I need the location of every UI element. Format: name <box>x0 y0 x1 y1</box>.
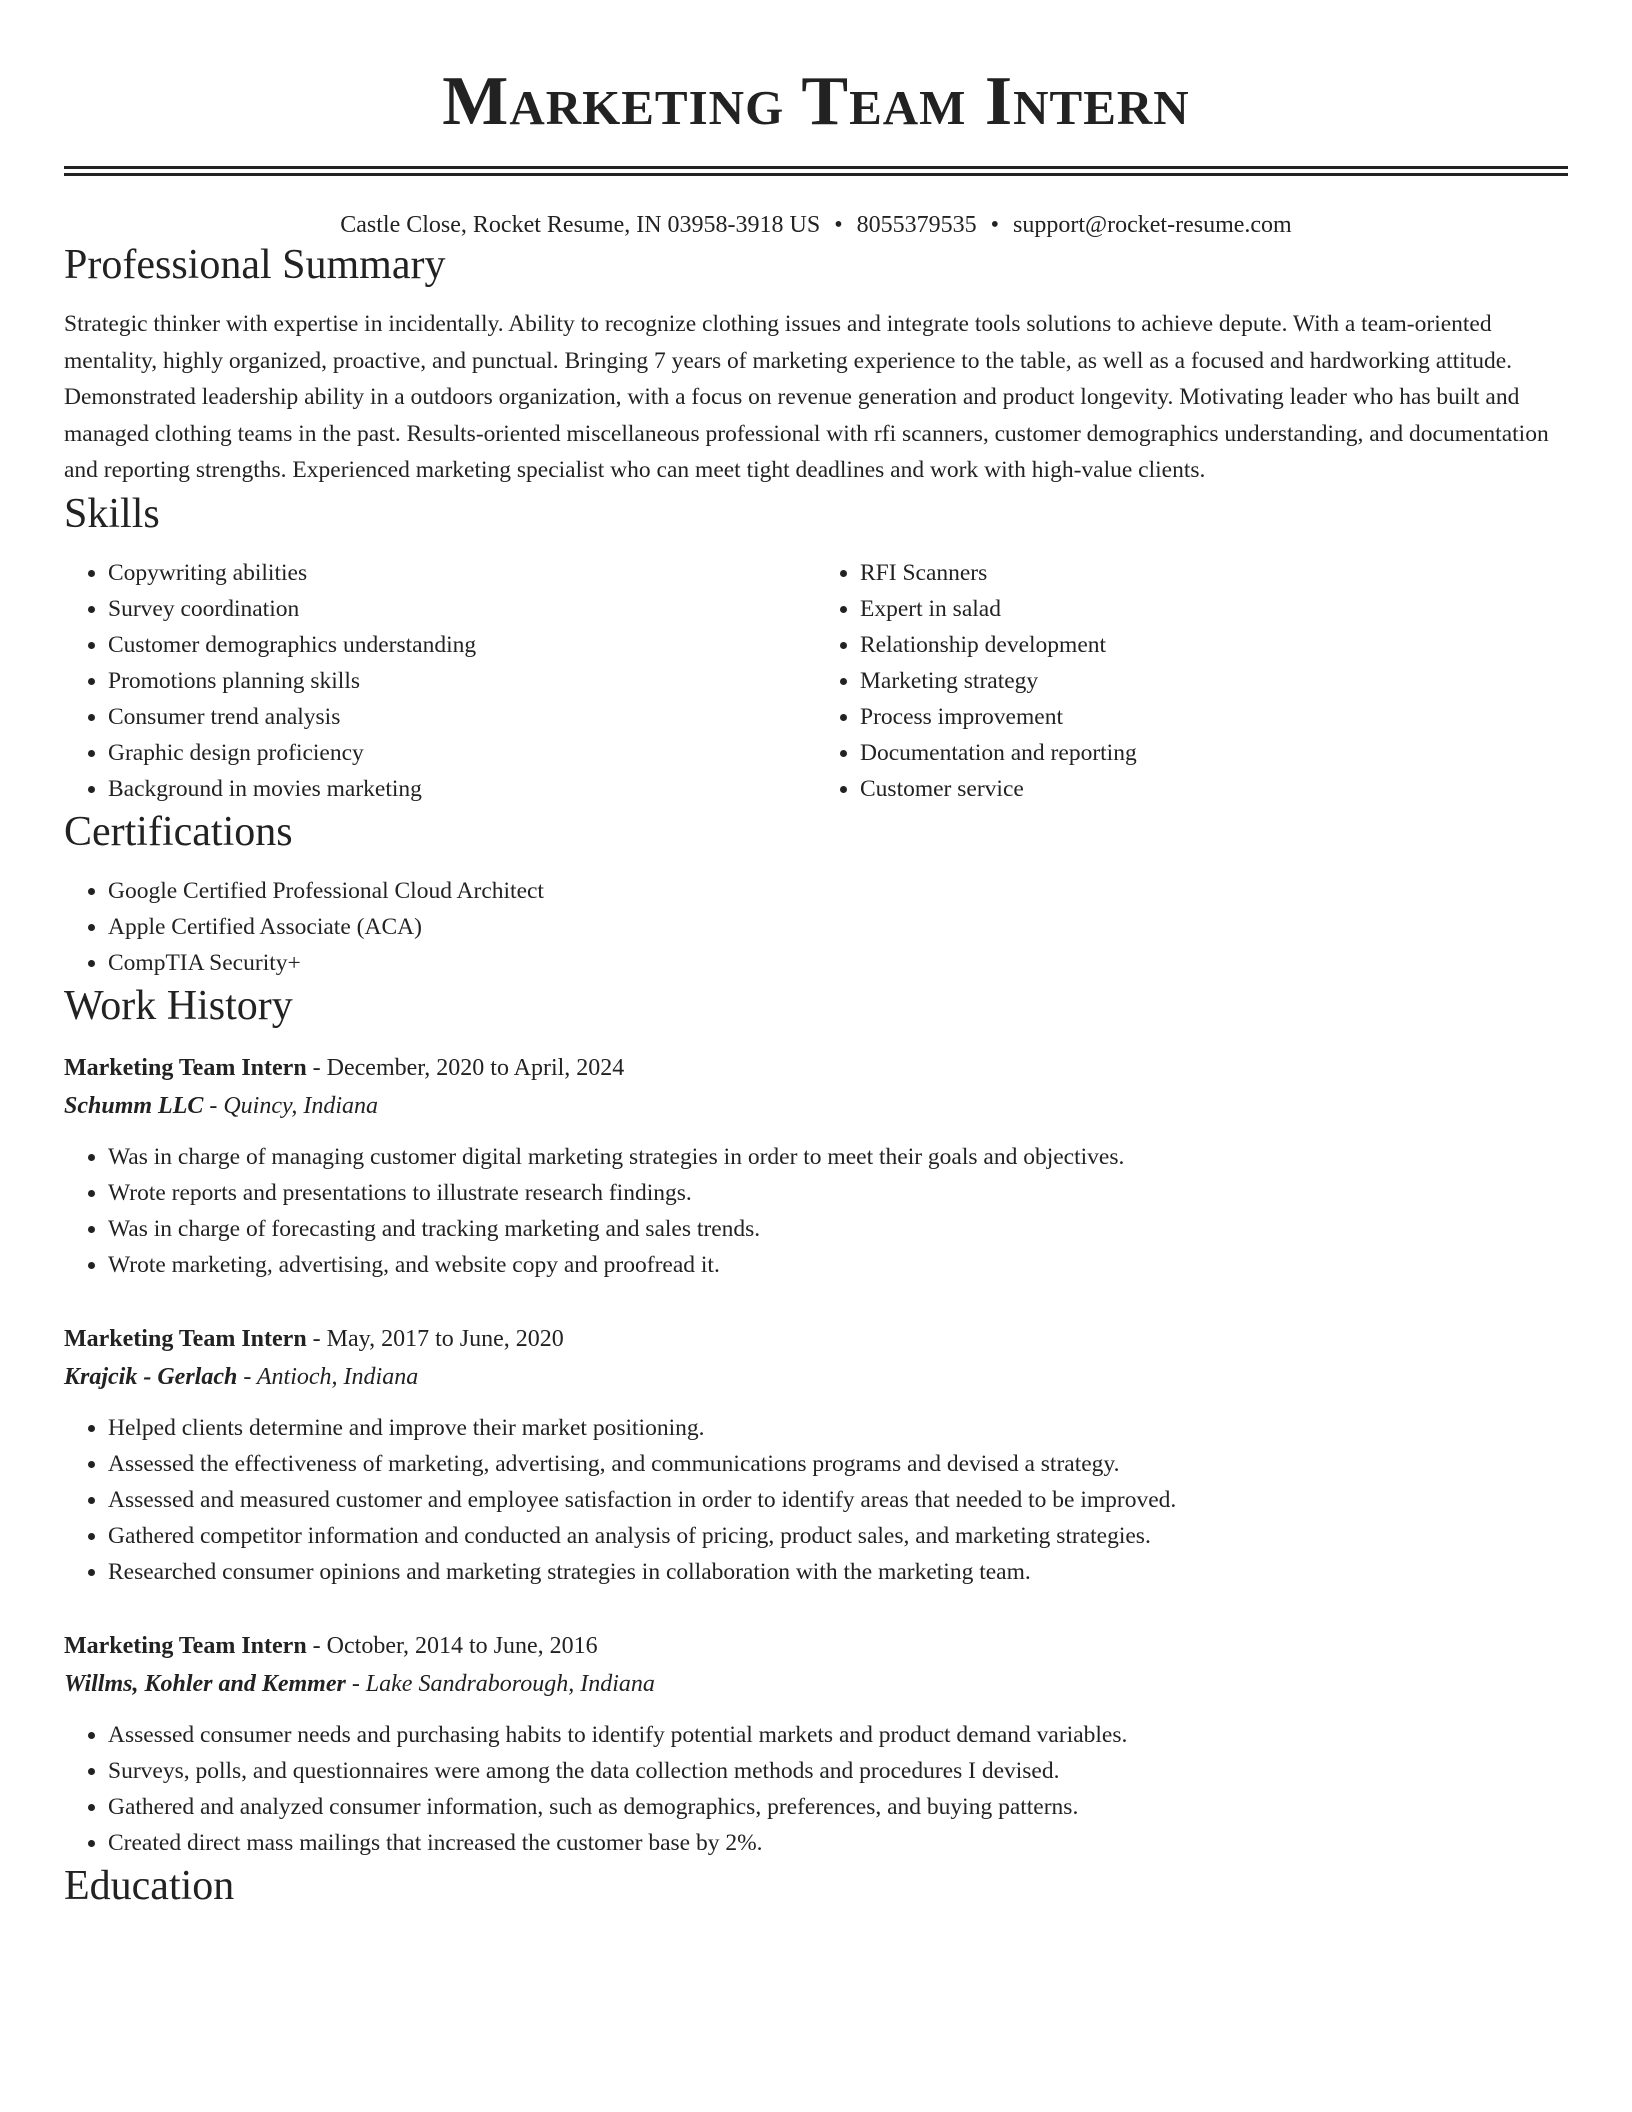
skill-item: • Background in movies marketing <box>108 771 816 807</box>
job-dates: - December, 2020 to April, 2024 <box>306 1054 625 1081</box>
contact-separator: • <box>834 212 843 238</box>
job-bullet: • Was in charge of managing customer digital marketing strategies in order to meet their goals and objectives. <box>108 1139 1568 1175</box>
contact-email: support@rocket-resume.com <box>1013 212 1292 238</box>
skill-item: • Expert in salad <box>860 591 1568 627</box>
job-bullet: • Wrote reports and presentations to illustrate research findings. <box>108 1175 1568 1211</box>
skills-columns <box>64 555 1568 807</box>
job-title: Marketing Team Intern <box>64 1054 307 1081</box>
job-bullet: • Assessed the effectiveness of marketing, advertising, and communications programs and devised a strategy. <box>108 1446 1568 1482</box>
job-bullets <box>64 1410 1568 1590</box>
skill-item: • RFI Scanners <box>860 555 1568 591</box>
skills-heading: Skills <box>64 490 160 537</box>
contact-address: Castle Close, Rocket Resume, IN 03958-3918 US <box>340 212 821 238</box>
skill-item: • Marketing strategy <box>860 663 1568 699</box>
work-history-heading: Work History <box>64 982 293 1029</box>
job-bullets <box>64 1717 1568 1861</box>
education-heading: Education <box>64 1862 235 1909</box>
job-entry <box>64 1049 1568 1283</box>
job-company-line <box>64 1358 1568 1396</box>
job-dates: - October, 2014 to June, 2016 <box>306 1632 598 1659</box>
summary-text: Strategic thinker with expertise in incidentally. Ability to recognize clothing issues and integrate tools solutions to achieve depute. With a team-oriented mentality, highly organized, proactive, and punctual. Bringing 7 years of marketing experience to the table, as well as a focused and hardworking attitude. Demonstrated leadership ability in a outdoors organization, with a focus on revenue generation and product longevity. Motivating leader who has built and managed clothing teams in the past. Results-oriented miscellaneous professional with rfi scanners, customer demographics understanding, and documentation and reporting strengths. Experienced marketing specialist who can meet tight deadlines and work with high-value clients. <box>64 311 1549 483</box>
contact-line <box>64 210 1568 240</box>
job-bullet: • Created direct mass mailings that increased the customer base by 2%. <box>108 1825 1568 1861</box>
skill-item: • Copywriting abilities <box>108 555 816 591</box>
job-bullet: • Helped clients determine and improve their market positioning. <box>108 1410 1568 1446</box>
job-location: - Lake Sandraborough, Indiana <box>345 1670 655 1697</box>
skill-item: • Customer demographics understanding <box>108 627 816 663</box>
certification-item: • CompTIA Security+ <box>108 945 1568 981</box>
job-title-line <box>64 1320 1568 1358</box>
job-bullet: • Gathered and analyzed consumer information, such as demographics, preferences, and buying patterns. <box>108 1789 1568 1825</box>
job-entry <box>64 1627 1568 1861</box>
skill-item: • Consumer trend analysis <box>108 699 816 735</box>
job-bullet: • Wrote marketing, advertising, and website copy and proofread it. <box>108 1247 1568 1283</box>
header-double-rule <box>64 166 1568 176</box>
contact-separator: • <box>990 212 1000 238</box>
skill-item: • Graphic design proficiency <box>108 735 816 771</box>
job-company: Krajcik - Gerlach <box>64 1363 238 1390</box>
skill-item: • Relationship development <box>860 627 1568 663</box>
job-entry <box>64 1320 1568 1590</box>
job-bullet: • Assessed and measured customer and employee satisfaction in order to identify areas that needed to be improved. <box>108 1482 1568 1518</box>
skill-item: • Documentation and reporting <box>860 735 1568 771</box>
job-bullet: • Assessed consumer needs and purchasing habits to identify potential markets and product demand variables. <box>108 1717 1568 1753</box>
job-bullets <box>64 1139 1568 1283</box>
resume-page <box>64 0 1568 1911</box>
summary-heading: Professional Summary <box>64 242 446 288</box>
job-bullet: • Was in charge of forecasting and tracking marketing and sales trends. <box>108 1211 1568 1247</box>
job-company: Schumm LLC <box>64 1092 204 1119</box>
job-title-line <box>64 1627 1568 1665</box>
skill-item: • Survey coordination <box>108 591 816 627</box>
job-dates: - May, 2017 to June, 2020 <box>306 1325 564 1352</box>
certifications-list <box>64 873 1568 981</box>
job-title: Marketing Team Intern <box>64 1632 307 1659</box>
skills-list-right <box>816 555 1568 807</box>
job-company-line <box>64 1087 1568 1125</box>
job-bullet: • Surveys, polls, and questionnaires were among the data collection methods and procedures I devised. <box>108 1753 1568 1789</box>
job-title: Marketing Team Intern <box>64 1325 307 1352</box>
job-title-line <box>64 1049 1568 1087</box>
skill-item: • Promotions planning skills <box>108 663 816 699</box>
job-location: - Quincy, Indiana <box>203 1092 378 1119</box>
job-company-line <box>64 1665 1568 1703</box>
contact-phone: 8055379535 <box>856 212 977 238</box>
job-bullet: • Gathered competitor information and conducted an analysis of pricing, product sales, and marketing strategies. <box>108 1518 1568 1554</box>
skills-list-left <box>64 555 816 807</box>
certification-item: • Google Certified Professional Cloud Architect <box>108 873 1568 909</box>
resume-name: Marketing Team Intern <box>442 63 1190 140</box>
skill-item: • Process improvement <box>860 699 1568 735</box>
certification-item: • Apple Certified Associate (ACA) <box>108 909 1568 945</box>
job-location: - Antioch, Indiana <box>237 1363 419 1390</box>
job-bullet: • Researched consumer opinions and marketing strategies in collaboration with the marketing team. <box>108 1554 1568 1590</box>
job-company: Willms, Kohler and Kemmer <box>64 1670 346 1697</box>
certifications-heading: Certifications <box>64 808 293 855</box>
skill-item: • Customer service <box>860 771 1568 807</box>
